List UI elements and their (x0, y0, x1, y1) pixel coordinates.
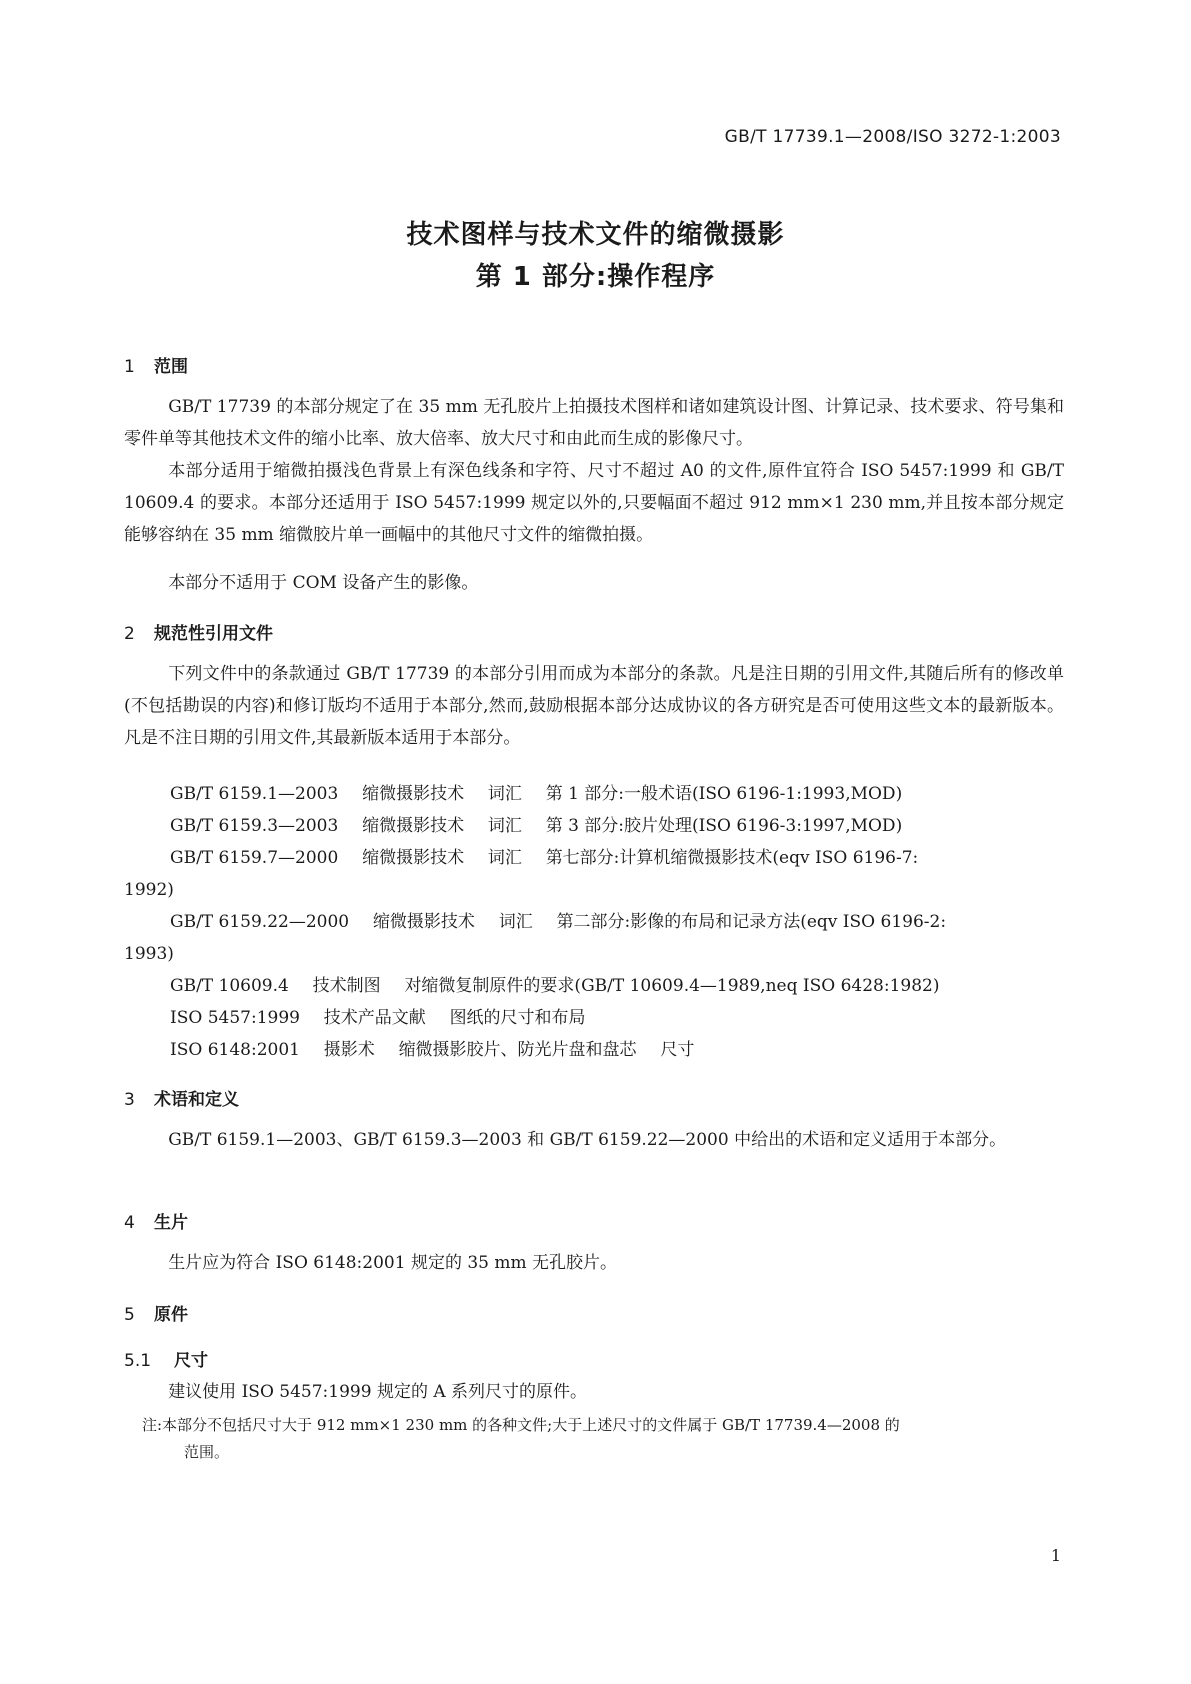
section-1-paragraph-2: 本部分适用于缩微拍摄浅色背景上有深色线条和字符、尺寸不超过 A0 的文件,原件宜符合 ISO 5457:1999 和 GB/T 10609.4 的要求。本部分还适用于 ISO 5457:1999 规定以外的,只要幅面不超过 912 mm×1 230 mm,并且按本部分规定能够容纳在 35 mm 缩微胶片单一画幅中的其他尺寸文件的缩微拍摄。 (124, 461, 1064, 545)
section-4-paragraph-1: 生片应为符合 ISO 6148:2001 规定的 35 mm 无孔胶片。 (168, 1253, 618, 1273)
reference-item: ISO 5457:1999 技术产品文献 图纸的尺寸和布局 (170, 1008, 586, 1028)
subsection-number: 5.1 (124, 1351, 152, 1371)
section-title: 术语和定义 (154, 1090, 239, 1110)
section-title: 范围 (154, 357, 188, 377)
reference-item: ISO 6148:2001 摄影术 缩微摄影胶片、防光片盘和盘芯 尺寸 (170, 1040, 695, 1060)
note (142, 1412, 1062, 1466)
section-title: 生片 (154, 1213, 188, 1233)
section-4-heading (124, 1208, 188, 1233)
page-number: 1 (1050, 1546, 1061, 1565)
document-title-line2: 第 1 部分:操作程序 (475, 262, 716, 292)
section-5-heading (124, 1300, 188, 1325)
section-title: 规范性引用文件 (154, 624, 273, 644)
subsection-5-1-heading (124, 1346, 208, 1371)
reference-item: GB/T 6159.1—2003 缩微摄影技术 词汇 第 1 部分:一般术语(ISO 6196-1:1993,MOD) (170, 784, 903, 804)
section-2-paragraph-1: 下列文件中的条款通过 GB/T 17739 的本部分引用而成为本部分的条款。凡是注日期的引用文件,其随后所有的修改单(不包括勘误的内容)和修订版均不适用于本部分,然而,鼓励根据本部分达成协议的各方研究是否可使用这些文本的最新版本。凡是不注日期的引用文件,其最新版本适用于本部分。 (124, 664, 1064, 748)
section-1-heading (124, 352, 188, 377)
subsection-title: 尺寸 (174, 1351, 208, 1371)
reference-item: GB/T 10609.4 技术制图 对缩微复制原件的要求(GB/T 10609.4—1989,neq ISO 6428:1982) (170, 976, 940, 996)
section-3-heading (124, 1085, 239, 1110)
section-number: 2 (124, 624, 135, 644)
note-line-2: 范围。 (184, 1443, 230, 1461)
section-number: 4 (124, 1213, 135, 1233)
section-2-heading (124, 619, 273, 644)
section-number: 3 (124, 1090, 135, 1110)
reference-item: GB/T 6159.22—2000 缩微摄影技术 词汇 第二部分:影像的布局和记录方法(eqv ISO 6196-2: 1993) (124, 912, 947, 964)
section-3-paragraph-1: GB/T 6159.1—2003、GB/T 6159.3—2003 和 GB/T 6159.22—2000 中给出的术语和定义适用于本部分。 (168, 1130, 1007, 1150)
section-1-paragraph-1: GB/T 17739 的本部分规定了在 35 mm 无孔胶片上拍摄技术图样和诸如建筑设计图、计算记录、技术要求、符号集和零件单等其他技术文件的缩小比率、放大倍率、放大尺寸和由此而生成的影像尺寸。 (124, 397, 1064, 449)
note-line-1: 注:本部分不包括尺寸大于 912 mm×1 230 mm 的各种文件;大于上述尺寸的文件属于 GB/T 17739.4—2008 的 (142, 1416, 900, 1434)
reference-item: GB/T 6159.3—2003 缩微摄影技术 词汇 第 3 部分:胶片处理(ISO 6196-3:1997,MOD) (170, 816, 903, 836)
reference-item: GB/T 6159.7—2000 缩微摄影技术 词汇 第七部分:计算机缩微摄影技术(eqv ISO 6196-7: 1992) (124, 848, 919, 900)
document-title-line1: 技术图样与技术文件的缩微摄影 (406, 220, 785, 250)
subsection-5-1-paragraph-1: 建议使用 ISO 5457:1999 规定的 A 系列尺寸的原件。 (168, 1382, 588, 1402)
section-title: 原件 (154, 1305, 188, 1325)
section-number: 5 (124, 1305, 135, 1325)
section-number: 1 (124, 357, 135, 377)
section-1-paragraph-3: 本部分不适用于 COM 设备产生的影像。 (168, 573, 479, 593)
standard-code: GB/T 17739.1—2008/ISO 3272-1:2003 (724, 127, 1061, 147)
